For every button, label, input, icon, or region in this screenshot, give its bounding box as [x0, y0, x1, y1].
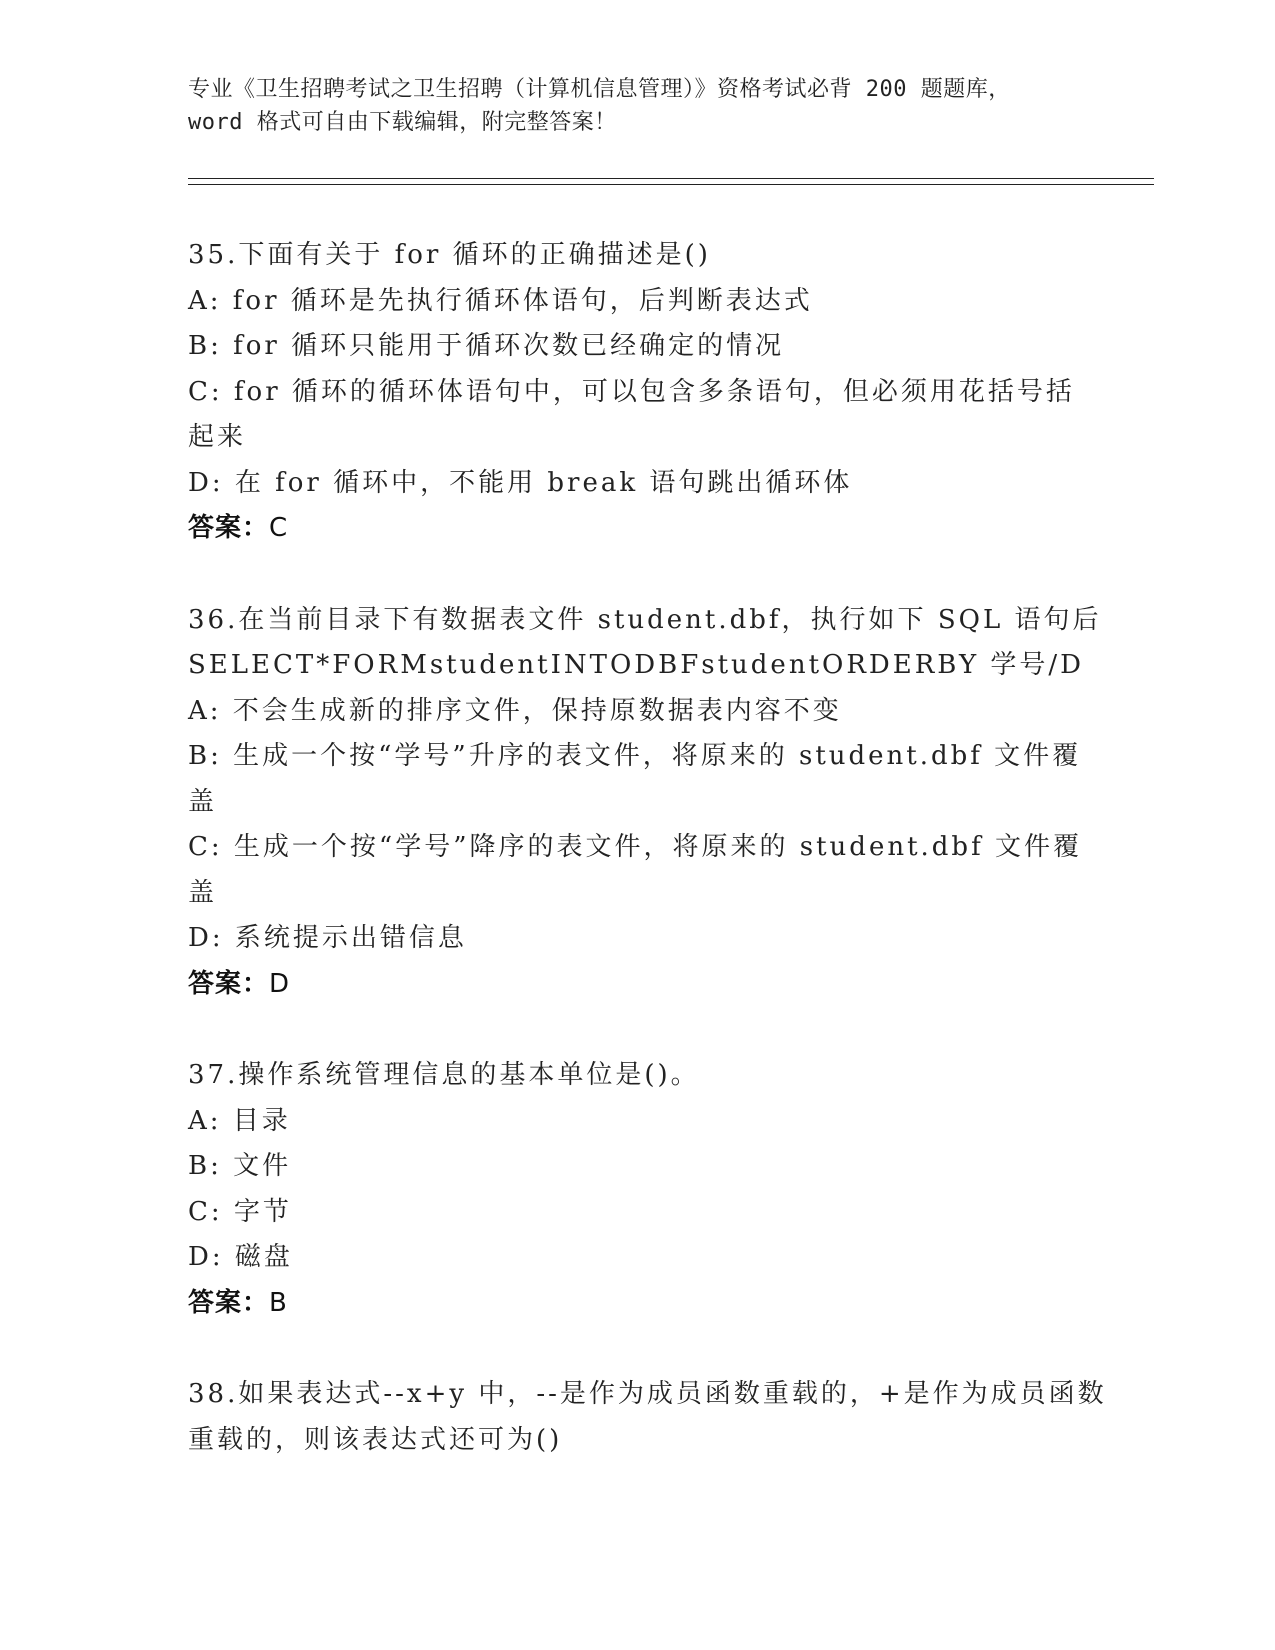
option-c: C: for 循环的循环体语句中，可以包含多条语句，但必须用花括号括 [188, 376, 1075, 407]
answer-label: 答案： [188, 1287, 270, 1318]
question-37 [188, 1053, 1088, 1326]
option-d: D: 磁盘 [188, 1242, 293, 1272]
answer-label: 答案： [188, 968, 270, 999]
option-a: A: 目录 [188, 1105, 291, 1136]
option-d: D: 系统提示出错信息 [188, 923, 467, 953]
question-stem: 35.下面有关于 for 循环的正确描述是() [188, 240, 711, 270]
answer-label: 答案： [188, 513, 270, 543]
option-d: D: 在 for 循环中，不能用 break 语句跳出循环体 [188, 467, 853, 498]
option-b: B: for 循环只能用于循环次数已经确定的情况 [188, 331, 785, 361]
option-c: C: 字节 [188, 1196, 292, 1227]
option-c-continued: 起来 [188, 422, 247, 452]
question-stem: 38.如果表达式--x+y 中，--是作为成员函数重载的，+是作为成员函数 [188, 1379, 1107, 1409]
document-header [188, 73, 1088, 139]
question-stem-continued: SELECT*FORMstudentINTODBFstudentORDERBY 学号/D [188, 650, 1084, 680]
header-rule-top [188, 178, 1154, 179]
option-b: B: 文件 [188, 1151, 292, 1181]
question-stem: 36.在当前目录下有数据表文件 student.dbf，执行如下 SQL 语句后 [188, 604, 1102, 635]
answer-line [188, 962, 1088, 1008]
option-c: C: 生成一个按“学号”降序的表文件，将原来的 student.dbf 文件覆 [188, 832, 1082, 862]
header-rule-bottom [188, 184, 1154, 185]
option-b-continued: 盖 [188, 786, 218, 817]
option-a: A: 不会生成新的排序文件，保持原数据表内容不变 [188, 695, 842, 726]
option-c-continued: 盖 [188, 877, 218, 908]
answer-line [188, 1281, 1088, 1327]
option-b: B: 生成一个按“学号”升序的表文件，将原来的 student.dbf 文件覆 [188, 741, 1082, 771]
answer-value: D [269, 968, 291, 999]
header-line-2: word 格式可自由下载编辑，附完整答案！ [188, 110, 617, 135]
question-stem: 37.操作系统管理信息的基本单位是()。 [188, 1060, 700, 1090]
question-list [188, 233, 1107, 1509]
question-35 [188, 233, 1088, 552]
answer-value: B [269, 1287, 288, 1318]
question-36 [188, 598, 1102, 1008]
answer-value: C [269, 513, 289, 543]
option-a: A: for 循环是先执行循环体语句，后判断表达式 [188, 285, 813, 316]
header-line-1: 专业《卫生招聘考试之卫生招聘（计算机信息管理）》资格考试必背 200 题题库， [188, 77, 1011, 102]
question-stem-continued: 重载的，则该表达式还可为() [188, 1424, 563, 1455]
question-38 [188, 1372, 1107, 1463]
answer-line [188, 506, 1088, 552]
